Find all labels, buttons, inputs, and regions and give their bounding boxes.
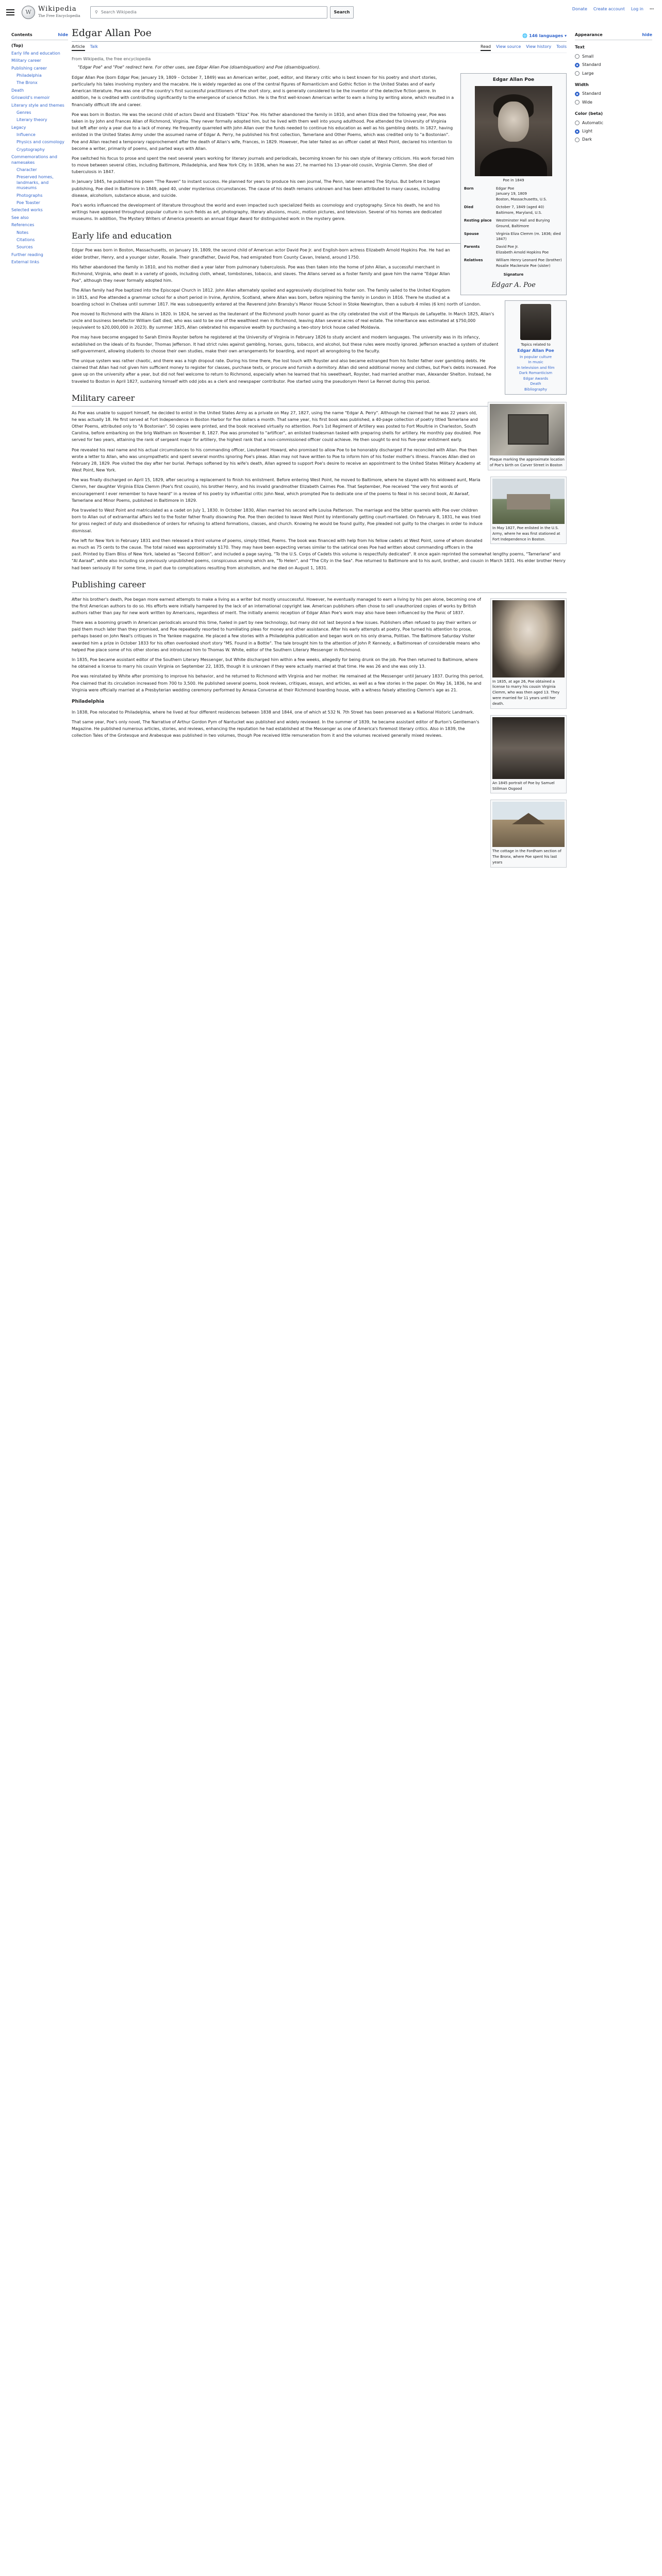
toc-item[interactable]: Genres	[16, 110, 31, 115]
infobox-value: David Poe Jr. Elizabeth Arnold Hopkins Poe	[496, 245, 549, 255]
toc-item[interactable]: Griswold's memoir	[11, 95, 50, 100]
infobox-value: Virginia Eliza Clemm (m. 1836; died 1847)	[496, 231, 561, 242]
language-button[interactable]: 🌐 146 languages ▾	[522, 33, 567, 39]
cottage-figure	[490, 800, 567, 868]
toc-item[interactable]: External links	[11, 260, 40, 265]
daguerreotype-caption: An 1845 portrait of Poe by Samuel Stillman Osgood	[492, 781, 555, 791]
radio-option[interactable]	[575, 98, 652, 107]
infobox-row	[463, 217, 564, 230]
paragraph: Poe switched his focus to prose and spent the next several years working for literary journals and periodicals, becoming known for his own style of literary criticism. His work forced him to move between several cities, including Baltimore, Philadelphia, and New York City. In 1836, when he was 27, he married his 13-year-old cousin, Virginia Clemm. She died of tuberculosis in 1847.	[72, 156, 454, 175]
appearance-title: Appearance	[575, 32, 603, 37]
paragraph: There was a booming growth in American periodicals around this time, fueled in part by new technology, but many did not last beyond a few issues. Publishers often refused to pay their writers or paid them much later than they promised, and Poe repeatedly resorted to humiliating pleas for money and other assistance. After his early attempts at poetry, Poe turned his attention to prose, perhaps based on John Neal's critiques in The Yankee magazine. He placed a few stories with a Philadelphia publication and began work on his only drama, Politian. The Baltimore Saturday Visiter awarded him a prize in October 1833 for his often overlooked short story "MS. Found in a Bottle". The tale brought him to the attention of John P. Kennedy, a Baltimorean of considerable means who helped Poe place some of his other stories and introduced him to Thomas W. White, editor of the Southern Literary Messenger in Richmond.	[72, 620, 480, 652]
signature-image: Edgar A. Poe	[491, 281, 536, 290]
paragraph: In 1835, Poe became assistant editor of the Southern Literary Messenger, but White discharged him within a few weeks, allegedly for being drunk on the job. Poe then returned to Baltimore, where he obtained a license to marry his cousin Virginia on September 22, 1835, though it is unknown if they were actually married at that time. He was 26 and she was only 13.	[72, 657, 478, 669]
paragraph: In 1838, Poe relocated to Philadelphia, where he lived at four different residences between 1838 and 1844, one of which at 532 N. 7th Street has been preserved as a National Historic Landmark.	[72, 709, 474, 715]
login-link[interactable]: Log in	[631, 7, 643, 11]
sidebox-link[interactable]: Death	[530, 382, 541, 386]
radio-label: Large	[582, 71, 594, 76]
toc-item[interactable]: Citations	[16, 237, 35, 242]
virginia-clemm-image[interactable]	[492, 600, 565, 677]
sidebox-link[interactable]: Dark Romanticism	[519, 371, 553, 376]
sidebox-label: Topics related to	[521, 343, 551, 347]
plaque-figure	[488, 402, 567, 470]
toc-item[interactable]: Character	[16, 167, 37, 173]
create-account-link[interactable]: Create account	[593, 7, 625, 11]
tab-talk[interactable]: Talk	[90, 44, 98, 49]
infobox-value: Edgar Poe January 19, 1809 Boston, Massachusetts, U.S.	[496, 186, 547, 202]
width-options	[575, 90, 652, 107]
toc-item[interactable]: Publishing career	[11, 65, 47, 71]
daguerreotype-figure	[490, 715, 567, 794]
search-placeholder: Search Wikipedia	[101, 9, 137, 14]
toc-header	[11, 32, 68, 40]
toc-title: Contents	[11, 32, 32, 37]
related-topics-sidebox	[505, 300, 567, 395]
toc-list	[11, 42, 68, 266]
tab-article[interactable]: Article	[72, 44, 85, 51]
toc-item[interactable]: (Top)	[11, 43, 23, 48]
radio-label: Standard	[582, 62, 601, 67]
tab-tools[interactable]: Tools	[556, 44, 567, 49]
text-size-options	[575, 53, 652, 78]
radio-option[interactable]	[575, 119, 652, 127]
paragraph: As Poe was unable to support himself, he decided to enlist in the United States Army as a private on May 27, 1827, using the name "Edgar A. Perry". Although he claimed that he was 22 years old, he was actually 18. He first served at Fort Independence in Boston Harbor for five dollars a month. That same year, his first book was published, a 40-page collection of poetry titled Tamerlane and Other Poems, attributed only to "A Bostonian". 50 copies were printed, and the book received virtually no attention. Poe's 1st Regiment of Artillery was posted to Fort Moultrie in Charleston, South Carolina, before embarking on the brig Waltham on November 8, 1827. Poe was promoted to "artificer", an enlisted tradesman tasked with preparing shells for artillery. He monthly pay doubled. Poe served for two years, attaining the rank of sergeant major for artillery, the highest rank that a non-commissioned officer could achieve. He then sought to end his five-year enlistment early.	[72, 410, 481, 443]
search-button[interactable]: Search	[330, 6, 354, 19]
infobox-row	[463, 185, 564, 204]
birthplace-plaque-image[interactable]	[490, 404, 565, 455]
radio-button-icon	[575, 92, 580, 96]
fort-caption: In May 1827, Poe enlisted in the U.S. Army, where he was first stationed at Fort Independence in Boston.	[492, 526, 560, 541]
radio-label: Wide	[582, 99, 592, 105]
paragraph: Poe revealed his real name and his actual circumstances to his commanding officer, Lieutenant Howard, who promised to allow Poe to be honorably discharged if he reconciled with Allan. Poe then wrote a letter to Allan, who was unsympathetic and spent several months ignoring Poe's pleas. Allan may not have written to Poe to inform him of his foster mother's illness. Frances Allan died on February 28, 1829. Poe visited the day after her burial. Perhaps softened by his wife's death, Allan agreed to support Poe's desire to receive an appointment to the United States Military Academy at West Point, New York.	[72, 447, 481, 473]
infobox-value: Westminster Hall and Burying Ground, Baltimore	[496, 218, 550, 228]
donate-link[interactable]: Donate	[572, 7, 587, 11]
toc-item[interactable]: Legacy	[11, 125, 26, 130]
sidebox-link[interactable]: Edgar Awards	[523, 376, 549, 381]
appearance-panel	[575, 32, 652, 144]
radio-button-icon	[575, 138, 580, 142]
paragraph: That same year, Poe's only novel, The Narrative of Arthur Gordon Pym of Nantucket was published and widely reviewed. In the summer of 1839, he became assistant editor of Burton's Gentleman's Magazine. He published numerous articles, stories, and reviews, enhancing the reputation he had established at the Messenger as one of America's foremost literary critics. Also in 1839, the collection Tales of the Grotesque and Arabesque was published in two volumes, though Poe received little remuneration from it and the volumes received generally mixed reviews.	[72, 720, 479, 738]
from-wikipedia-line: From Wikipedia, the free encyclopedia	[72, 57, 151, 62]
infobox-key: Relatives	[464, 258, 483, 262]
toc-item[interactable]: See also	[11, 215, 29, 220]
infobox-value: William Henry Leonard Poe (brother) Rosalie Mackenzie Poe (sister)	[496, 258, 562, 268]
paragraph: Poe left for New York in February 1831 and then released a third volume of poems, simply titled, Poems. The book was financed with help from his fellow cadets at West Point, some of whom donated as much as 75 cents to the cause. The total raised was approximately $170. They may have been expecting verses similar to the satirical ones Poe had written about commanding officers in the past. Printed by Elam Bliss of New York, labeled as "Second Edition", and included a page saying, "To the U.S. Corps of Cadets this volume is respectfully dedicated". It once again reprinted the somewhat lengthy poems, "Tamerlane" and "Al Aaraaf", while also including six previously unpublished poems, conspicuous among which are, "To Helen", and "The City in the Sea". Poe returned to Baltimore and to his aunt, brother, and cousin in March 1831. His elder brother Henry had been seriously ill for some time, in part due to complications resulting from alcoholism, and he died on August 1, 1831.	[72, 538, 566, 570]
search-icon: ⚲	[95, 9, 98, 14]
toc-item[interactable]: Selected works	[11, 208, 43, 213]
paragraph: Poe's works influenced the development of literature throughout the world and even impacted such specialized fields as cosmology and cryptography. Since his death, he and his writings have appeared throughout popular culture in such fields as art, photography, literary allusions, music, motion pictures, and television. Several of his homes are dedicated museums. In addition, The Mystery Writers of America presents an annual Edgar Award for distinguished work in the mystery genre.	[72, 203, 442, 222]
sidebox-link[interactable]: In popular culture	[519, 354, 552, 359]
table-of-contents	[11, 32, 68, 266]
language-count: 146 languages	[529, 33, 564, 39]
fort-figure	[490, 477, 567, 545]
toc-item[interactable]: Death	[11, 88, 24, 93]
site-tagline: The Free Encyclopedia	[38, 13, 80, 18]
appearance-hide-button[interactable]: hide	[642, 32, 652, 37]
fort-independence-image[interactable]	[492, 479, 565, 524]
search-input[interactable]	[90, 6, 327, 19]
text-size-label: Text	[575, 45, 585, 50]
tab-read[interactable]: Read	[481, 44, 491, 51]
plaque-caption: Plaque marking the approximate location of Poe's birth on Carver Street in Boston	[490, 457, 565, 468]
paragraph: The unique system was rather chaotic, and there was a high dropout rate. During his time there, Poe lost touch with Royster and also became estranged from his foster father over gambling debts. He claimed that Allan had not given him sufficient money to register for classes, purchase texts, or procure and furnish a dormitory. Allan did send additional money and clothes, but Poe's debts increased. Poe gave up on the university after a year, but did not feel welcome to return to Richmond, especially when he learned that his sweetheart, Royster, had married another man, Alexander Shelton. Instead, he traveled to Boston in April 1827, sustaining himself with odd jobs as a clerk and newspaper contributor. Poe started using the pseudonym Henri Le Rennet during this period.	[72, 359, 496, 384]
radio-button-icon	[575, 54, 580, 59]
infobox-row	[463, 204, 564, 217]
radio-option[interactable]	[575, 61, 652, 69]
toc-item[interactable]: Physics and cosmology	[16, 140, 64, 145]
infobox	[460, 73, 567, 296]
toc-item[interactable]: Commemorations and namesakes	[11, 155, 57, 165]
more-options-icon[interactable]: ⋯	[650, 7, 654, 11]
poe-cottage-image[interactable]	[492, 802, 565, 847]
infobox-key: Born	[464, 186, 474, 191]
color-label: Color (beta)	[575, 111, 603, 116]
toc-item[interactable]: Photographs	[16, 193, 43, 198]
radio-label: Light	[582, 128, 592, 133]
toc-item[interactable]: Influence	[16, 132, 36, 138]
paragraph: Poe moved to Richmond with the Allans in 1820. In 1824, he served as the lieutenant of the Richmond youth honor guard as the city celebrated the visit of the Marquis de Lafayette. In March 1825, Allan's uncle and business benefactor William Galt died, who was said to be one of the wealthiest men in Richmond, leaving Allan several acres of real estate. The inheritance was estimated at $750,000 (equivalent to $20,000,000 in 2023). By summer 1825, Allan celebrated his expansive wealth by purchasing a two-story brick house called Moldavia.	[72, 311, 494, 330]
wordmark: Wikipedia	[38, 5, 77, 13]
sidebox-items	[507, 354, 564, 393]
infobox-row	[463, 230, 564, 244]
sidebox-link[interactable]: In music	[528, 360, 543, 365]
radio-option[interactable]	[575, 135, 652, 144]
width-label: Width	[575, 82, 589, 87]
paragraph: The Allan family had Poe baptized into the Episcopal Church in 1812. John Allan alternately spoiled and aggressively disciplined his foster son. The family sailed to the United Kingdom in 1815, and Poe attended a grammar school for a short period in Irvine, Ayrshire, Scotland, where Allan was born, before rejoining the family in London in 1816. There he studied at a boarding school in Chelsea until summer 1817. He was subsequently entered at the Reverend John Bransby's Manor House School in Stoke Newington, then a suburb 4 miles (6 km) north of London.	[72, 288, 481, 307]
main-menu-icon[interactable]	[6, 7, 16, 18]
paragraph: Edgar Allan Poe (born Edgar Poe; January 19, 1809 – October 7, 1849) was an American writer, poet, editor, and literary critic who is best known for his poetry and short stories, particularly his tales involving mystery and the macabre. He is widely regarded as one of the central figures of Romanticism and Gothic fiction in the United States and of early American literature. Poe was one of the country's first successful practitioners of the short story, and is generally considered to be the inventor of the detective fiction genre. In addition, he is credited with contributing significantly to the emergence of science fiction. He is the first well-known American writer to earn a living by writing alone, which resulted in a financially difficult life and career.	[72, 75, 454, 107]
tab-view-history[interactable]: View history	[526, 44, 552, 49]
sidebox-name[interactable]: Edgar Allan Poe	[517, 348, 554, 353]
tab-view-source[interactable]: View source	[496, 44, 521, 49]
title-row	[72, 27, 567, 42]
toc-item[interactable]: Early life and education	[11, 50, 60, 56]
toc-item[interactable]: Cryptography	[16, 147, 45, 152]
infobox-table	[463, 185, 564, 270]
radio-option[interactable]	[575, 127, 652, 135]
radio-option[interactable]	[575, 90, 652, 98]
appearance-header	[575, 32, 652, 40]
paragraph: In January 1845, he published his poem "The Raven" to instant success. He planned for years to produce his own journal, The Penn, later renamed The Stylus. But before it began publishing, Poe died in Baltimore in 1849, aged 40, under mysterious circumstances. The cause of his death remains unknown and has been attributed to many causes, including disease, alcoholism, substance abuse, and suicide.	[72, 179, 440, 198]
paragraph: After his brother's death, Poe began more earnest attempts to make a living as a writer but mostly unsuccessful. However, he eventually managed to earn a living by his pen alone, becoming one of the first American authors to do so. His efforts were initially hampered by the lack of an international copyright law. American publishers often chose to sell unauthorized copies of works by British authors rather than pay for new work written by Americans, regardless of merit. The initially anemic reception of Edgar Allan Poe's work may also have been influenced by the Panic of 1837.	[72, 597, 481, 615]
radio-button-icon	[575, 129, 580, 134]
infobox-value: October 7, 1849 (aged 40) Baltimore, Maryland, U.S.	[496, 205, 544, 215]
paragraph: Poe was reinstated by White after promising to improve his behavior, and he returned to Richmond with Virginia and her mother. He remained at the Messenger until January 1837. During this period, Poe claimed that its circulation increased from 700 to 3,500. He published several poems, book reviews, critiques, essays, and articles, as well as a few stories in the paper. On May 16, 1836, he and Virginia were officially married at a Presbyterian wedding ceremony performed by Amasa Converse at their Richmond boarding house, with a witness falsely attesting Clemm's age as 21.	[72, 674, 484, 692]
signature-label: Signature	[503, 272, 524, 277]
radio-option[interactable]	[575, 70, 652, 78]
toc-item[interactable]: Philadelphia	[16, 73, 42, 78]
infobox-key: Died	[464, 205, 473, 210]
infobox-row	[463, 257, 564, 270]
virginia-figure	[490, 598, 567, 709]
radio-label: Dark	[582, 137, 592, 142]
paragraph: His father abandoned the family in 1810, and his mother died a year later from pulmonary tuberculosis. Poe was then taken into the home of John Allan, a successful merchant in Richmond, Virginia, who dealt in a variety of goods, including cloth, wheat, tombstones, tobacco, and slaves. The Allans served as a foster family and gave him the name "Edgar Allan Poe", although they never formally adopted him.	[72, 264, 450, 283]
toc-item[interactable]: Notes	[16, 230, 29, 235]
radio-button-icon	[575, 121, 580, 125]
virginia-caption: In 1835, at age 26, Poe obtained a license to marry his cousin Virginia Clemm, who was then aged 13. They were married for 11 years until her death.	[492, 679, 560, 706]
paragraph: Poe traveled to West Point and matriculated as a cadet on July 1, 1830. In October 1830, Allan married his second wife Louisa Patterson. The marriage and the bitter quarrels with Poe over children born to Allan out of extramarital affairs led to the foster father finally disowning Poe. Poe then decided to leave West Point by intentionally getting court-martialed. On February 8, 1831, he was tried for gross neglect of duty and disobedience of orders for refusing to attend formations, classes, and church. Knowing he would be found guilty, Poe pleaded not guilty to the charges in order to induce dismissal.	[72, 508, 483, 533]
cottage-caption: The cottage in the Fordham section of The Bronx, where Poe spent his last years	[492, 849, 561, 865]
color-options	[575, 119, 652, 144]
toc-hide-button[interactable]: hide	[58, 32, 68, 37]
article-main	[72, 25, 567, 872]
radio-button-icon	[575, 100, 580, 105]
radio-button-icon	[575, 63, 580, 67]
site-header	[0, 0, 662, 25]
osgood-portrait-image[interactable]	[492, 717, 565, 779]
section-heading-publishing: Publishing career	[72, 579, 567, 593]
poe-portrait-image[interactable]	[475, 86, 552, 176]
paragraph: Poe may have become engaged to Sarah Elmira Royster before he registered at the University of Virginia in February 1826 to study ancient and modern languages. The university was in its infancy, established on the ideals of its founder, Thomas Jefferson. It had strict rules against gambling, horses, guns, tobacco, and alcohol, but these rules were mostly ignored. Jefferson enacted a system of student self-government, allowing students to choose their own studies, make their own arrangements for boarding, and report all wrongdoing to the faculty.	[72, 335, 499, 353]
page-title: Edgar Allan Poe	[72, 27, 152, 39]
infobox-key: Parents	[464, 245, 480, 249]
site-logo[interactable]	[38, 6, 80, 19]
paragraph: Edgar Poe was born in Boston, Massachusetts, on January 19, 1809, the second child of American actor David Poe Jr. and English-born actress Elizabeth Arnold Hopkins Poe. He had an elder brother, Henry, and a younger sister, Rosalie. Their grandfather, David Poe, had emigrated from County Cavan, Ireland, around 1750.	[72, 248, 450, 260]
section-heading-philadelphia: Philadelphia	[72, 699, 104, 704]
infobox-key: Spouse	[464, 231, 479, 236]
poe-sidebar-portrait[interactable]	[520, 304, 551, 340]
toc-item[interactable]: Literary style and themes	[11, 103, 64, 108]
page-tabs	[72, 44, 567, 53]
infobox-row	[463, 243, 564, 257]
radio-option[interactable]	[575, 53, 652, 61]
radio-label: Small	[582, 54, 594, 59]
sidebox-link[interactable]: In television and film	[517, 365, 555, 370]
toc-item[interactable]: Literary theory	[16, 117, 47, 123]
infobox-key: Resting place	[464, 218, 492, 223]
toc-item[interactable]: Sources	[16, 245, 33, 250]
section-heading-military: Military career	[72, 392, 567, 406]
hatnote: "Edgar Poe" and "Poe" redirect here. For other uses, see Edgar Allan Poe (disambiguation) and Poe (disambiguation).	[78, 65, 321, 70]
section-heading-early-life: Early life and education	[72, 230, 567, 244]
infobox-title: Edgar Allan Poe	[492, 77, 535, 82]
toc-item[interactable]: References	[11, 223, 35, 228]
radio-button-icon	[575, 71, 580, 76]
toc-item[interactable]: Military career	[11, 58, 41, 63]
paragraph: Poe was born in Boston. He was the second child of actors David and Elizabeth "Eliza" Poe. His father abandoned the family in 1810, and when Eliza died the following year, Poe was taken in by John and Frances Allan of Richmond, Virginia. They never formally adopted him, but he lived with them well into young adulthood. Poe attended the University of Virginia but left after only a year due to a lack of money. He frequently quarreled with John Allan over the funds needed to continue his education as well as his gambling debts. In 1827, having enlisted in the United States Army under the assumed name of Edgar A. Perry, he published his first collection, Tamerlane and Other Poems, which was credited only to "a Bostonian". Poe and Allan reached a temporary rapprochement after the death of Allan's wife, Frances, in 1829. However, Poe later failed as an officer cadet at West Point, declared his intention to become a writer, primarily of poems, and parted ways with Allan.	[72, 112, 453, 151]
infobox-caption: Poe in 1849	[503, 178, 524, 182]
toc-item[interactable]: Poe Toaster	[16, 200, 40, 205]
translate-icon: 🌐	[522, 33, 529, 39]
toc-item[interactable]: The Bronx	[16, 80, 38, 86]
paragraph: Poe was finally discharged on April 15, 1829, after securing a replacement to finish his enlistment. Before entering West Point, he moved to Baltimore, where he stayed with his widowed aunt, Maria Clemm, her daughter Virginia Eliza Clemm (Poe's first cousin), his brother Henry, and his invalid grandmother Elizabeth Cairnes Poe. That September, Poe received "the very first words of encouragement I ever remember to have heard" in a review of his poetry by influential critic John Neal, which prompted Poe to dedicate one of the poems to Neal in his second book, Al Aaraaf, Tamerlane and Minor Poems, published in Baltimore in 1829.	[72, 478, 481, 503]
radio-label: Standard	[582, 91, 601, 96]
sidebox-link[interactable]: Bibliography	[524, 387, 547, 392]
wikipedia-globe-icon[interactable]: W	[22, 6, 35, 19]
user-links	[572, 6, 654, 12]
toc-item[interactable]: Further reading	[11, 252, 43, 257]
radio-label: Automatic	[582, 120, 604, 125]
toc-item[interactable]: Preserved homes, landmarks, and museums	[16, 175, 54, 191]
